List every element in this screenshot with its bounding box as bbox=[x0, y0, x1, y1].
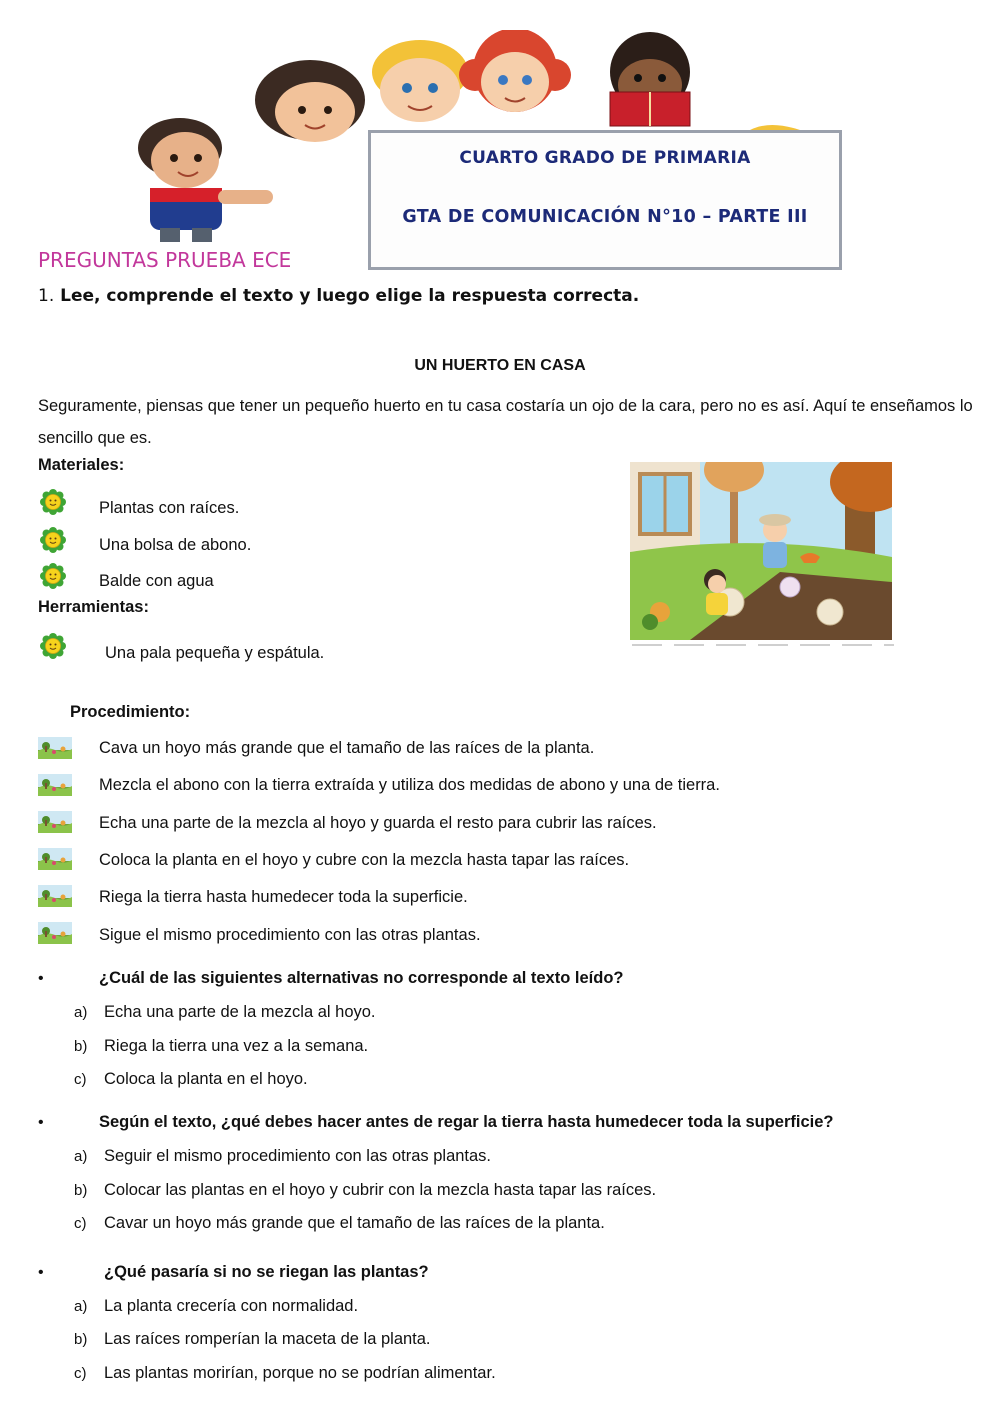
section-title: PREGUNTAS PRUEBA ECE bbox=[38, 248, 292, 272]
question-3-option-a[interactable]: La planta crecería con normalidad. bbox=[104, 1297, 359, 1315]
header-line-2: GTA DE COMUNICACIÓN N°10 – PARTE III bbox=[402, 207, 808, 227]
flower-bullet-icon bbox=[40, 527, 66, 553]
question-1-option-a[interactable]: Echa una parte de la mezcla al hoyo. bbox=[104, 1003, 376, 1021]
option-letter: a) bbox=[74, 1004, 88, 1021]
option-letter: b) bbox=[74, 1331, 88, 1348]
flower-bullet-icon bbox=[40, 563, 66, 589]
kid-1-illustration bbox=[255, 60, 365, 142]
tools-label: Herramientas: bbox=[38, 598, 149, 616]
flower-bullet-icon bbox=[40, 633, 66, 659]
question-1-option-b[interactable]: Riega la tierra una vez a la semana. bbox=[104, 1037, 369, 1055]
option-letter: b) bbox=[74, 1182, 88, 1199]
instruction-number: 1. bbox=[38, 286, 55, 306]
option-letter: c) bbox=[74, 1365, 87, 1382]
title-board bbox=[368, 130, 842, 270]
garden-bullet-icon bbox=[38, 774, 72, 796]
instruction-text: Lee, comprende el texto y luego elige la respuesta correcta. bbox=[60, 286, 640, 306]
question-2-option-b[interactable]: Colocar las plantas en el hoyo y cubrir con la mezcla hasta tapar las raíces. bbox=[104, 1181, 657, 1199]
procedure-label: Procedimiento: bbox=[70, 703, 191, 721]
tools-item: Una pala pequeña y espátula. bbox=[105, 644, 325, 662]
story-intro: Seguramente, piensas que tener un pequeño huerto en tu casa costaría un ojo de la cara, pero no es así. Aquí te enseñamos lo sencillo que es. bbox=[38, 397, 973, 447]
kid-2-illustration bbox=[372, 40, 468, 122]
flower-bullet-icon bbox=[40, 489, 66, 515]
materials-label: Materiales: bbox=[38, 456, 125, 474]
procedure-step: Sigue el mismo procedimiento con las otras plantas. bbox=[99, 926, 481, 944]
header-line-1: CUARTO GRADO DE PRIMARIA bbox=[459, 148, 751, 168]
garden-bullet-icon bbox=[38, 922, 72, 944]
materials-item: Una bolsa de abono. bbox=[99, 536, 252, 554]
image-credit-line bbox=[632, 642, 894, 648]
kid-3-illustration bbox=[459, 30, 571, 112]
garden-bullet-icon bbox=[38, 885, 72, 907]
question-3-option-c[interactable]: Las plantas morirían, porque no se podrían alimentar. bbox=[104, 1364, 496, 1382]
question-bullet: • bbox=[38, 970, 44, 987]
garden-bullet-icon bbox=[38, 848, 72, 870]
garden-bullet-icon bbox=[38, 737, 72, 759]
materials-item: Plantas con raíces. bbox=[99, 499, 240, 517]
option-letter: c) bbox=[74, 1215, 87, 1232]
instruction bbox=[38, 286, 639, 306]
question-bullet: • bbox=[38, 1264, 44, 1281]
boy-left-illustration bbox=[138, 118, 273, 242]
question-3-option-b[interactable]: Las raíces romperían la maceta de la planta. bbox=[104, 1330, 431, 1348]
procedure-step: Riega la tierra hasta humedecer toda la superficie. bbox=[99, 888, 468, 906]
option-letter: a) bbox=[74, 1148, 88, 1165]
story-title: UN HUERTO EN CASA bbox=[414, 357, 586, 374]
garden-bullet-icon bbox=[38, 811, 72, 833]
question-bullet: • bbox=[38, 1114, 44, 1131]
question-2-option-a[interactable]: Seguir el mismo procedimiento con las otras plantas. bbox=[104, 1147, 492, 1165]
question-2-option-c[interactable]: Cavar un hoyo más grande que el tamaño de las raíces de la planta. bbox=[104, 1214, 605, 1232]
procedure-step: Mezcla el abono con la tierra extraída y utiliza dos medidas de abono y una de tierra. bbox=[99, 776, 720, 794]
procedure-step: Cava un hoyo más grande que el tamaño de las raíces de la planta. bbox=[99, 739, 595, 757]
option-letter: b) bbox=[74, 1038, 88, 1055]
question-3-text: ¿Qué pasaría si no se riegan las plantas? bbox=[104, 1263, 429, 1281]
option-letter: c) bbox=[74, 1071, 87, 1088]
header-banner bbox=[110, 30, 890, 245]
materials-item: Balde con agua bbox=[99, 572, 214, 590]
kid-4-illustration bbox=[610, 32, 690, 126]
procedure-step: Coloca la planta en el hoyo y cubre con la mezcla hasta tapar las raíces. bbox=[99, 851, 630, 869]
option-letter: a) bbox=[74, 1298, 88, 1315]
garden-scene-illustration bbox=[630, 462, 892, 640]
question-1-option-c[interactable]: Coloca la planta en el hoyo. bbox=[104, 1070, 308, 1088]
question-1-text: ¿Cuál de las siguientes alternativas no corresponde al texto leído? bbox=[99, 969, 624, 987]
question-2-text: Según el texto, ¿qué debes hacer antes de regar la tierra hasta humedecer toda la superficie? bbox=[99, 1113, 834, 1131]
procedure-step: Echa una parte de la mezcla al hoyo y guarda el resto para cubrir las raíces. bbox=[99, 814, 657, 832]
